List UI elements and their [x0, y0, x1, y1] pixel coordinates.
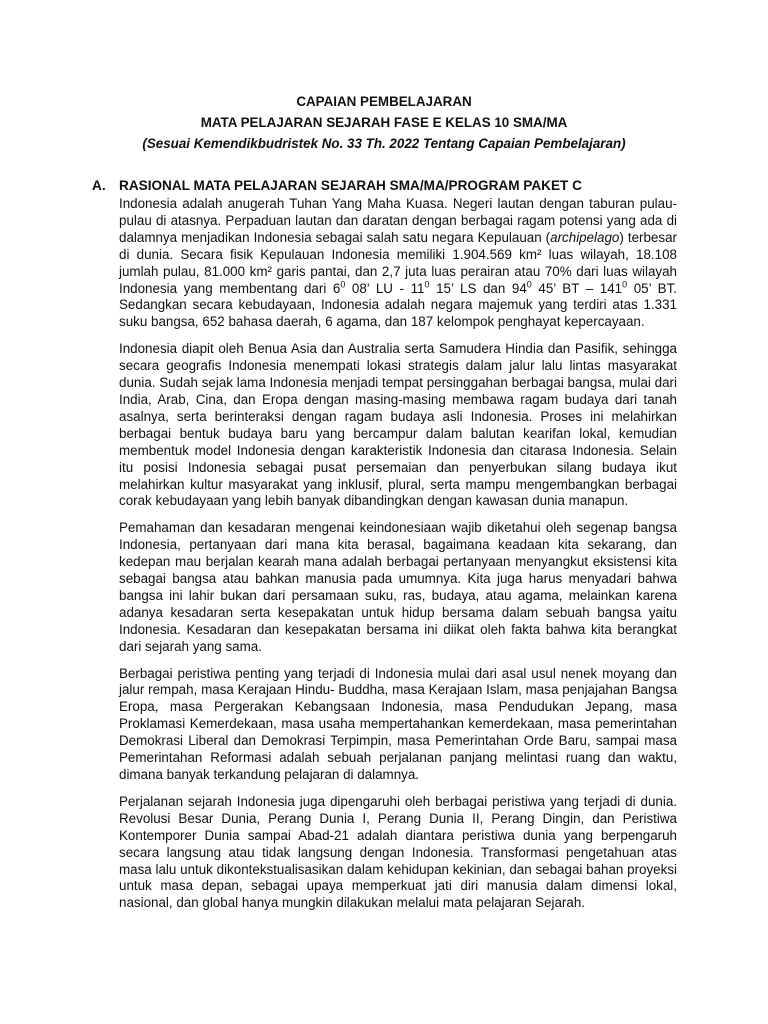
paragraph-1-text-a: Indonesia adalah anugerah Tuhan Yang Maha Kuasa. Negeri lautan dengan taburan pulau-pulau di atasnya. Perpaduan lautan dan daratan dengan berbagai ragam potensi yang ada di dalamnya menjadikan Indonesia sebagai salah satu negara Kepulauan (: [119, 196, 677, 245]
course-title: MATA PELAJARAN SEJARAH FASE E KELAS 10 SMA/MA: [200, 115, 568, 130]
degree-mark: 0: [526, 279, 532, 290]
paragraph-3: Pemahaman dan kesadaran mengenai keindonesiaan wajib diketahui oleh segenap bangsa Indonesia, pertanyaan dari mana kita berasal, bagaimana keadaan kita sekarang, dan kedepan mau berjalan kearah mana adalah berbagai pertanyaan menyangkut eksistensi kita sebagai bangsa atau bahkan manusia pada umumnya. Kita juga harus menyadari bahwa bangsa ini lahir bukan dari persamaan suku, ras, budaya, atau agama, melainkan karena adanya kesadaran serta kesepakatan untuk hidup bersama dalam sebuah bangsa yaitu Indonesia. Kesadaran dan kesepakatan bersama ini diikat oleh fakta bahwa kita berangkat dari sejarah yang sama.: [119, 520, 677, 654]
paragraph-1-text-d: 15’ LS dan 94: [429, 280, 527, 296]
section-letter: A.: [92, 178, 106, 193]
degree-mark: 0: [622, 279, 628, 290]
paragraph-1-text-e: 45’ BT – 141: [531, 280, 623, 296]
regulation-reference: (Sesuai Kemendikbudristek No. 33 Th. 2022 Tentang Capaian Pembelajaran): [142, 136, 626, 151]
degree-mark: 0: [424, 279, 430, 290]
paragraph-1-text-b: ) terbesar di dunia. Secara fisik Kepulauan Indonesia memiliki 1.904.569 km² luas wilayah, 18.108 jumlah pulau, 81.000 km² garis pantai, dan 2,7 juta luas perairan atau 70% dari luas wilayah Indonesia yang membentang dari 6: [119, 229, 677, 296]
paragraph-1: [119, 196, 677, 331]
paragraph-4: Berbagai peristiwa penting yang terjadi di Indonesia mulai dari asal usul nenek moyang dan jalur rempah, masa Kerajaan Hindu- Buddha, masa Kerajaan Islam, masa penjajahan Bangsa Eropa, masa Pergerakan Kebangsaan Indonesia, masa Pendudukan Jepang, masa Proklamasi Kemerdekaan, masa usaha mempertahankan kemerdekaan, masa pemerintahan Demokrasi Liberal dan Demokrasi Terpimpin, masa Pemerintahan Orde Baru, sampai masa Pemerintahan Reformasi adalah sebuah perjalanan panjang melintasi ruang dan waktu, dimana banyak terkandung pelajaran di dalamnya.: [119, 665, 677, 782]
paragraph-1-text-f: 05’ BT. Sedangkan secara kebudayaan, Indonesia adalah negara majemuk yang terdiri atas 1.331 suku bangsa, 652 bahasa daerah, 6 agama, dan 187 kelompok penghayat kepercayaan.: [119, 280, 677, 330]
paragraph-1-italic-term: archipelago: [550, 229, 620, 245]
document-title: CAPAIAN PEMBELAJARAN: [296, 94, 472, 109]
section-heading: [92, 176, 676, 196]
degree-mark: 0: [340, 279, 346, 290]
title-block: [0, 91, 768, 154]
section-body: [119, 196, 677, 912]
paragraph-5: Perjalanan sejarah Indonesia juga dipengaruhi oleh berbagai peristiwa yang terjadi di dunia. Revolusi Besar Dunia, Perang Dunia I, Perang Dunia II, Perang Dingin, dan Peristiwa Kontemporer Dunia sampai Abad-21 adalah diantara peristiwa dunia yang berpengaruh secara langsung atau tidak langsung dengan Indonesia. Transformasi pengetahuan atas masa lalu untuk dikontekstualisasikan dalam kehidupan kekinian, dan sebagai bahan proyeksi untuk masa depan, sebagai upaya memperkuat jati diri manusia dalam dimensi lokal, nasional, dan global hanya mungkin dilakukan melalui mata pelajaran Sejarah.: [119, 793, 677, 911]
paragraph-1-text-c: 08’ LU - 11: [345, 280, 425, 296]
paragraph-2: Indonesia diapit oleh Benua Asia dan Australia serta Samudera Hindia dan Pasifik, sehingga secara geografis Indonesia menempati lokasi strategis dalam jalur lalu lintas masyarakat dunia. Sudah sejak lama Indonesia menjadi tempat persinggahan berbagai bangsa, mulai dari India, Arab, Cina, dan Eropa dengan masing-masing membawa ragam budaya dari tanah asalnya, serta berinteraksi dengan ragam budaya asli Indonesia. Proses ini melahirkan berbagai bentuk budaya baru yang bercampur dalam balutan kearifan lokal, kemudian membentuk model Indonesia dengan karakteristik Indonesia dan citarasa Indonesia. Selain itu posisi Indonesia sebagai pusat persemaian dan penyerbukan silang budaya ikut melahirkan kultur masyarakat yang inklusif, plural, serta mampu mengembangkan berbagai corak kebudayaan yang lebih banyak dibandingkan dengan kawasan dunia manapun.: [119, 341, 677, 509]
section-title: RASIONAL MATA PELAJARAN SEJARAH SMA/MA/PROGRAM PAKET C: [119, 178, 582, 193]
